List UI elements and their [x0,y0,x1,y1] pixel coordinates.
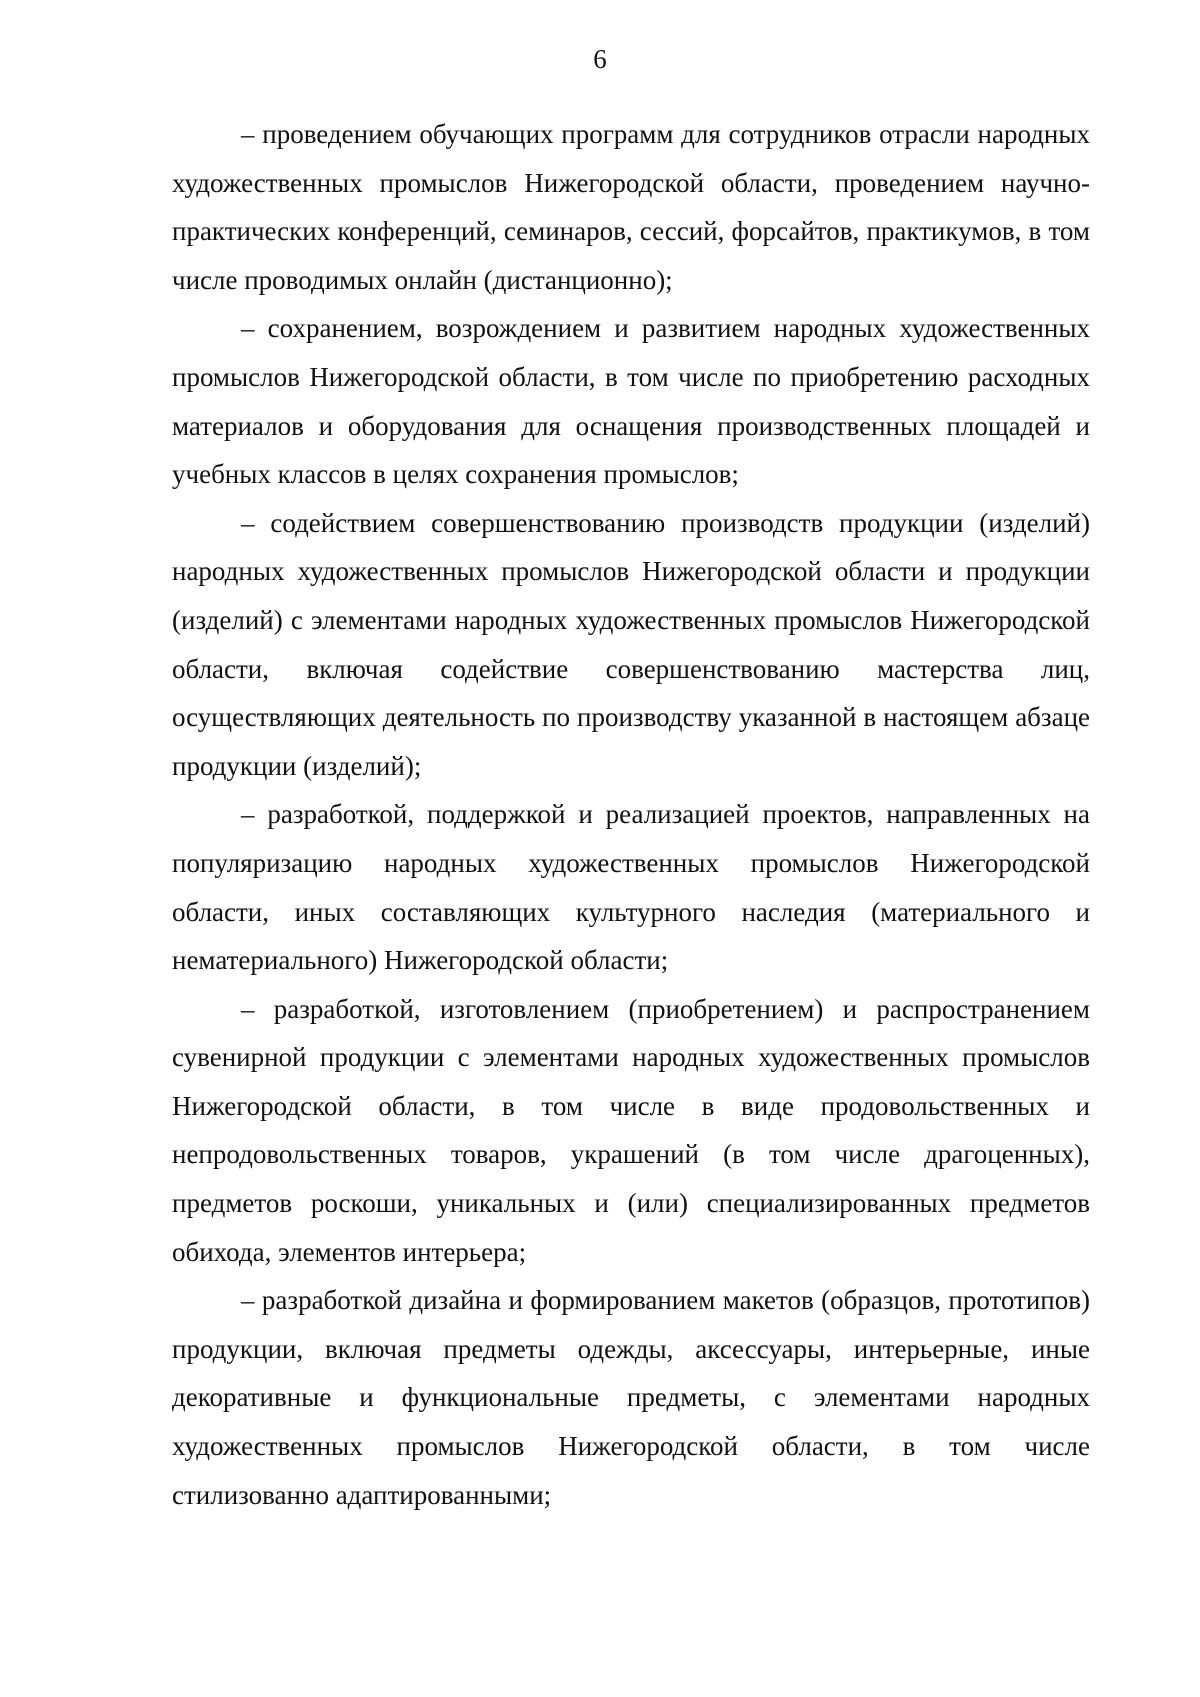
paragraph-production-improvement: – содействием совершенствованию производств продукции (изделий) народных художественных промыслов Нижегородской области и продукции (изделий) с элементами народных художественных промыслов Нижегородской области, включая содействие совершенствованию мастерства лиц, осуществляющих деятельность по производству указанной в настоящем абзаце продукции (изделий); [172,507,1090,781]
paragraph-training-programs: – проведением обучающих программ для сотрудников отрасли народных художественных промыслов Нижегородской области, проведением научно-практических конференций, семинаров, сессий, форсайтов, практикумов, в том числе проводимых онлайн (дистанционно); [172,119,1090,295]
document-body [172,110,1090,1519]
paragraph-preservation: – сохранением, возрождением и развитием народных художественных промыслов Нижегородской области, в том числе по приобретению расходных материалов и оборудования для оснащения производственных площадей и учебных классов в целях сохранения промыслов; [172,313,1090,490]
paragraph-souvenir-products: – разработкой, изготовлением (приобретением) и распространением сувенирной продукции с элементами народных художественных промыслов Нижегородской области, в том числе в виде продовольственных и непродовольственных товаров, украшений (в том числе драгоценных), предметов роскоши, уникальных и (или) специализированных предметов обихода, элементов интерьера; [172,993,1090,1267]
paragraph-design-prototypes: – разработкой дизайна и формированием макетов (образцов, прототипов) продукции, включая предметы одежды, аксессуары, интерьерные, иные декоративные и функциональные предметы, с элементами народных художественных промыслов Нижегородской области, в том числе стилизованно адаптированными; [172,1285,1090,1510]
paragraph-popularization-projects: – разработкой, поддержкой и реализацией проектов, направленных на популяризацию народных художественных промыслов Нижегородской области, иных составляющих культурного наследия (материального и нематериального) Нижегородской области; [172,799,1090,976]
page-number: 6 [593,44,607,74]
